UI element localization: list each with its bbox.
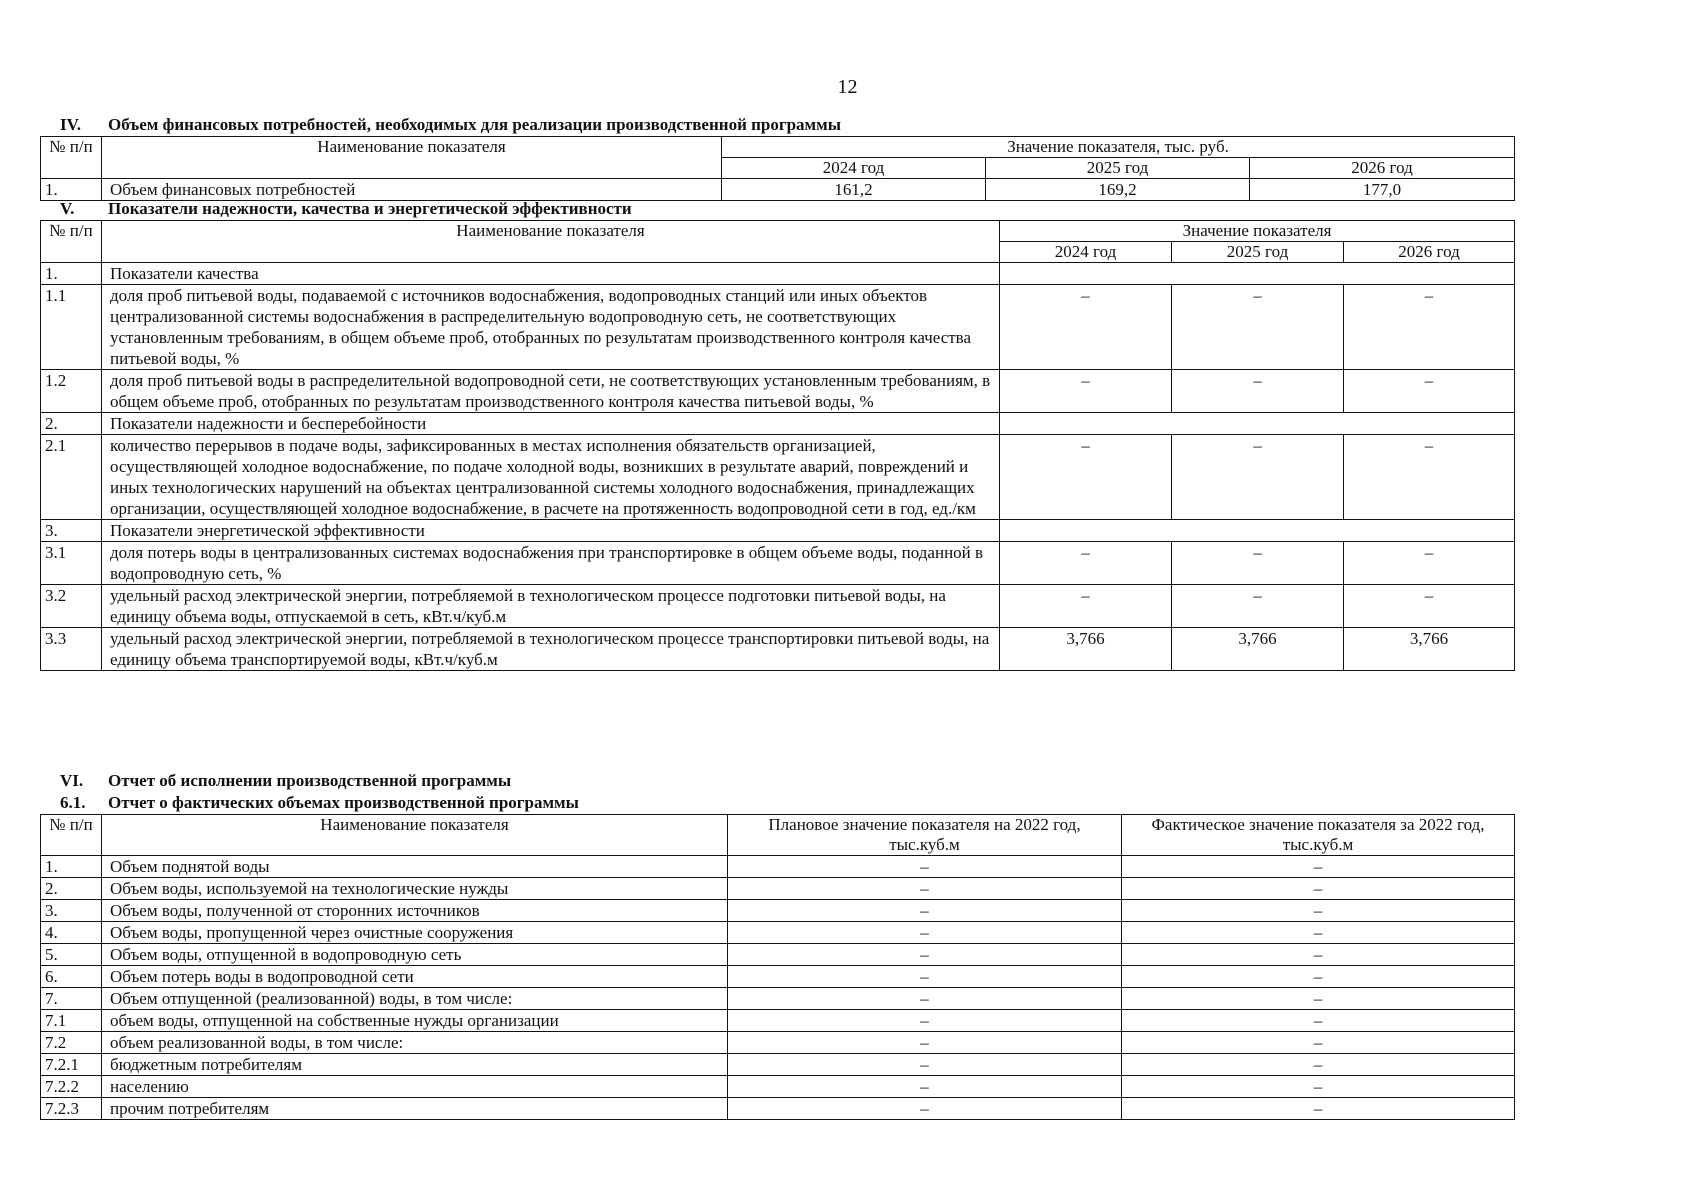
group-row	[41, 520, 1515, 542]
section-title-text: Отчет об исполнении производственной программы	[108, 771, 512, 790]
row-value: –	[1344, 585, 1515, 628]
row-plan: –	[728, 1010, 1122, 1032]
header-value: Значение показателя	[1000, 221, 1515, 242]
row-no: 3.3	[41, 628, 102, 671]
section-title	[40, 114, 1515, 136]
header-no: № п/п	[41, 815, 102, 856]
row-no: 2.1	[41, 435, 102, 520]
section-title-text: Объем финансовых потребностей, необходимых для реализации производственной программы	[108, 115, 841, 134]
row-no: 2.	[41, 878, 102, 900]
row-name: Показатели качества	[102, 263, 1000, 285]
header-fact: Фактическое значение показателя за 2022 год, тыс.куб.м	[1122, 815, 1515, 856]
row-plan: –	[728, 1076, 1122, 1098]
row-name: Объем воды, отпущенной в водопроводную сеть	[102, 944, 728, 966]
row-no: 1.1	[41, 285, 102, 370]
section-number: IV.	[60, 115, 81, 134]
row-plan: –	[728, 1054, 1122, 1076]
row-name: доля потерь воды в централизованных системах водоснабжения при транспортировке в общем объеме воды, поданной в водопроводную сеть, %	[102, 542, 1000, 585]
row-value: –	[1344, 435, 1515, 520]
financial-needs-table	[40, 136, 1515, 201]
row-fact: –	[1122, 1076, 1515, 1098]
row-value: –	[1000, 285, 1172, 370]
row-value: 3,766	[1172, 628, 1344, 671]
quality-indicators-table	[40, 220, 1515, 671]
header-year: 2024 год	[1000, 242, 1172, 263]
section-title-text: Показатели надежности, качества и энергетической эффективности	[108, 199, 632, 218]
table-row	[41, 628, 1515, 671]
table-row	[41, 966, 1515, 988]
row-plan: –	[728, 966, 1122, 988]
header-year: 2026 год	[1344, 242, 1515, 263]
section-program-report	[40, 770, 1515, 1120]
table-row	[41, 922, 1515, 944]
row-plan: –	[728, 878, 1122, 900]
row-plan: –	[728, 944, 1122, 966]
row-value: 177,0	[1250, 179, 1515, 201]
program-report-table	[40, 814, 1515, 1120]
row-no: 1.2	[41, 370, 102, 413]
row-fact: –	[1122, 856, 1515, 878]
table-row	[41, 1098, 1515, 1120]
subsection-title-text: Отчет о фактических объемах производственной программы	[108, 793, 579, 812]
table-row	[41, 585, 1515, 628]
row-value: –	[1172, 435, 1344, 520]
row-fact: –	[1122, 922, 1515, 944]
row-no: 7.2.2	[41, 1076, 102, 1098]
header-name: Наименование показателя	[102, 137, 722, 179]
row-name: прочим потребителям	[102, 1098, 728, 1120]
group-row	[41, 263, 1515, 285]
row-no: 7.2.3	[41, 1098, 102, 1120]
header-name: Наименование показателя	[102, 221, 1000, 263]
subsection-number: 6.1.	[60, 793, 86, 812]
table-row	[41, 285, 1515, 370]
header-year: 2026 год	[1250, 158, 1515, 179]
table-row	[41, 878, 1515, 900]
row-value: –	[1344, 542, 1515, 585]
section-number: VI.	[60, 771, 84, 790]
row-name: доля проб питьевой воды, подаваемой с источников водоснабжения, водопроводных станций или иных объектов централизованной системы водоснабжения в распределительную водопроводную сеть, не соответствующих установленным требованиям, в общем объеме проб, отобранных по результатам производственного контроля качества питьевой воды, %	[102, 285, 1000, 370]
group-value-cell	[1000, 413, 1515, 435]
row-plan: –	[728, 1098, 1122, 1120]
row-fact: –	[1122, 1054, 1515, 1076]
row-value: 169,2	[986, 179, 1250, 201]
row-value: –	[1344, 285, 1515, 370]
table-row	[41, 1076, 1515, 1098]
row-name: Показатели энергетической эффективности	[102, 520, 1000, 542]
row-value: –	[1344, 370, 1515, 413]
row-fact: –	[1122, 878, 1515, 900]
row-name: населению	[102, 1076, 728, 1098]
row-no: 7.	[41, 988, 102, 1010]
table-row	[41, 1010, 1515, 1032]
row-no: 6.	[41, 966, 102, 988]
row-name: Объем воды, используемой на технологические нужды	[102, 878, 728, 900]
row-name: объем реализованной воды, в том числе:	[102, 1032, 728, 1054]
row-no: 1.	[41, 179, 102, 201]
row-name: бюджетным потребителям	[102, 1054, 728, 1076]
header-year: 2025 год	[986, 158, 1250, 179]
row-no: 1.	[41, 263, 102, 285]
header-value: Значение показателя, тыс. руб.	[722, 137, 1515, 158]
group-value-cell	[1000, 263, 1515, 285]
table-row	[41, 1032, 1515, 1054]
row-no: 7.2.1	[41, 1054, 102, 1076]
row-no: 7.2	[41, 1032, 102, 1054]
row-name: Объем финансовых потребностей	[102, 179, 722, 201]
row-name: Объем воды, пропущенной через очистные сооружения	[102, 922, 728, 944]
row-no: 3.	[41, 520, 102, 542]
section-title	[40, 770, 1515, 792]
subsection-title	[40, 792, 1515, 814]
table-row	[41, 542, 1515, 585]
page-number: 12	[837, 76, 858, 98]
row-fact: –	[1122, 900, 1515, 922]
header-plan: Плановое значение показателя на 2022 год, тыс.куб.м	[728, 815, 1122, 856]
row-name: Показатели надежности и бесперебойности	[102, 413, 1000, 435]
row-value: 3,766	[1000, 628, 1172, 671]
header-no: № п/п	[41, 137, 102, 179]
row-name: доля проб питьевой воды в распределительной водопроводной сети, не соответствующих установленным требованиям, в общем объеме проб, отобранных по результатам производственного контроля качества питьевой воды, %	[102, 370, 1000, 413]
row-no: 3.2	[41, 585, 102, 628]
table-row	[41, 370, 1515, 413]
row-no: 3.1	[41, 542, 102, 585]
row-name: удельный расход электрической энергии, потребляемой в технологическом процессе подготовки питьевой воды, на единицу объема воды, отпускаемой в сеть, кВт.ч/куб.м	[102, 585, 1000, 628]
row-value: –	[1000, 585, 1172, 628]
row-no: 2.	[41, 413, 102, 435]
section-quality-indicators	[40, 198, 1515, 671]
row-no: 3.	[41, 900, 102, 922]
row-fact: –	[1122, 966, 1515, 988]
row-value: –	[1172, 370, 1344, 413]
row-plan: –	[728, 856, 1122, 878]
row-value: –	[1000, 435, 1172, 520]
header-name: Наименование показателя	[102, 815, 728, 856]
row-value: –	[1000, 370, 1172, 413]
row-value: 161,2	[722, 179, 986, 201]
row-plan: –	[728, 988, 1122, 1010]
header-year: 2025 год	[1172, 242, 1344, 263]
row-value: –	[1172, 542, 1344, 585]
table-row	[41, 435, 1515, 520]
row-name: удельный расход электрической энергии, потребляемой в технологическом процессе транспортировки питьевой воды, на единицу объема транспортируемой воды, кВт.ч/куб.м	[102, 628, 1000, 671]
table-row	[41, 856, 1515, 878]
row-plan: –	[728, 900, 1122, 922]
row-fact: –	[1122, 1098, 1515, 1120]
table-row	[41, 988, 1515, 1010]
section-financial-needs	[40, 114, 1515, 201]
header-no: № п/п	[41, 221, 102, 263]
table-row	[41, 944, 1515, 966]
row-name: объем воды, отпущенной на собственные нужды организации	[102, 1010, 728, 1032]
row-fact: –	[1122, 944, 1515, 966]
row-no: 1.	[41, 856, 102, 878]
row-plan: –	[728, 1032, 1122, 1054]
row-value: –	[1000, 542, 1172, 585]
row-fact: –	[1122, 1032, 1515, 1054]
group-value-cell	[1000, 520, 1515, 542]
group-row	[41, 413, 1515, 435]
row-name: Объем поднятой воды	[102, 856, 728, 878]
row-value: –	[1172, 285, 1344, 370]
row-no: 5.	[41, 944, 102, 966]
row-value: –	[1172, 585, 1344, 628]
section-number: V.	[60, 199, 75, 218]
row-name: Объем потерь воды в водопроводной сети	[102, 966, 728, 988]
section-title	[40, 198, 1515, 220]
row-plan: –	[728, 922, 1122, 944]
row-name: Объем воды, полученной от сторонних источников	[102, 900, 728, 922]
row-fact: –	[1122, 988, 1515, 1010]
row-value: 3,766	[1344, 628, 1515, 671]
row-no: 7.1	[41, 1010, 102, 1032]
row-name: количество перерывов в подаче воды, зафиксированных в местах исполнения обязательств организацией, осуществляющей холодное водоснабжение, по подаче холодной воды, возникших в результате аварий, повреждений и иных технологических нарушений на объектах централизованной системы холодного водоснабжения, принадлежащих организации, осуществляющей холодное водоснабжение, в расчете на протяженность водопроводной сети в год, ед./км	[102, 435, 1000, 520]
table-row	[41, 1054, 1515, 1076]
row-name: Объем отпущенной (реализованной) воды, в том числе:	[102, 988, 728, 1010]
header-year: 2024 год	[722, 158, 986, 179]
row-no: 4.	[41, 922, 102, 944]
table-row	[41, 900, 1515, 922]
row-fact: –	[1122, 1010, 1515, 1032]
